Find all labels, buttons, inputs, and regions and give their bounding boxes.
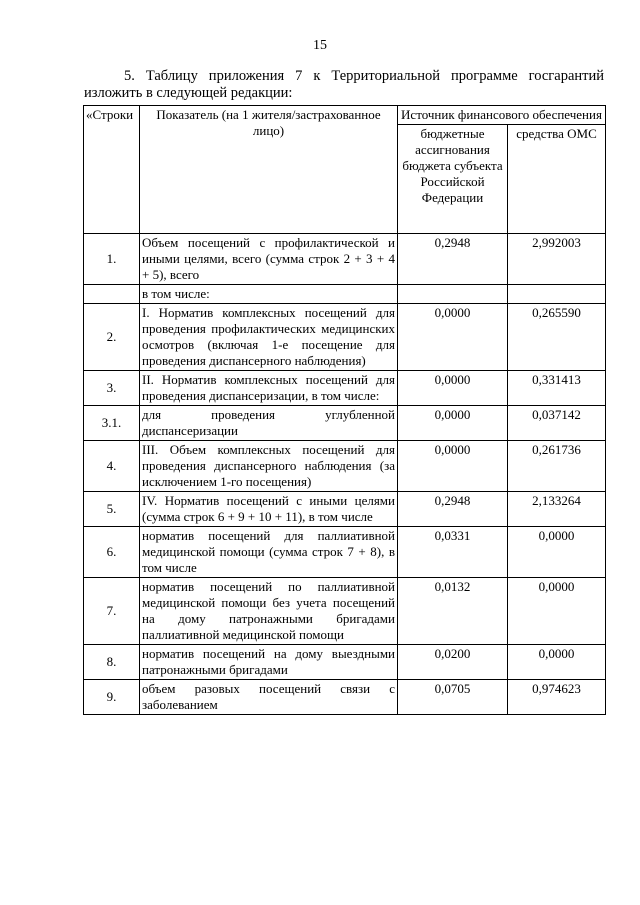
oms-value-cell: 2,133264 [508, 492, 606, 527]
row-number-cell: 3. [84, 371, 140, 406]
oms-value-cell: 2,992003 [508, 234, 606, 285]
table-row [84, 285, 606, 304]
budget-value-cell: 0,0705 [398, 680, 508, 715]
header-oms: средства ОМС [508, 125, 606, 234]
budget-value-cell: 0,2948 [398, 492, 508, 527]
indicator-cell: I. Норматив комплексных посещений для проведения профилактических медицинских осмотров (включая 1-е посещение для проведения диспансерного наблюдения) [140, 304, 398, 371]
table-row [84, 680, 606, 715]
table-row [84, 371, 606, 406]
indicator-cell: в том числе: [140, 285, 398, 304]
oms-value-cell: 0,974623 [508, 680, 606, 715]
budget-value-cell [398, 285, 508, 304]
table-row [84, 441, 606, 492]
indicator-cell: объем разовых посещений связи с заболеванием [140, 680, 398, 715]
budget-value-cell: 0,0000 [398, 371, 508, 406]
table-row [84, 492, 606, 527]
budget-value-cell: 0,0000 [398, 441, 508, 492]
header-funding-source: Источник финансового обеспечения [398, 106, 606, 125]
row-number-cell [84, 285, 140, 304]
row-number-cell: 5. [84, 492, 140, 527]
table-row [84, 578, 606, 645]
table-row [84, 304, 606, 371]
oms-value-cell: 0,037142 [508, 406, 606, 441]
budget-value-cell: 0,0331 [398, 527, 508, 578]
table-row [84, 234, 606, 285]
row-number-cell: 2. [84, 304, 140, 371]
budget-value-cell: 0,0000 [398, 406, 508, 441]
indicator-cell: норматив посещений для паллиативной медицинской помощи (сумма строк 7 + 8), в том числе [140, 527, 398, 578]
row-number-cell: 9. [84, 680, 140, 715]
page-number: 15 [313, 38, 327, 53]
row-number-cell: 1. [84, 234, 140, 285]
indicators-table [83, 105, 606, 715]
budget-value-cell: 0,0000 [398, 304, 508, 371]
table-row [84, 527, 606, 578]
indicator-cell: норматив посещений на дому выездными патронажными бригадами [140, 645, 398, 680]
oms-value-cell: 0,0000 [508, 527, 606, 578]
row-number-cell: 8. [84, 645, 140, 680]
indicator-cell: Объем посещений с профилактической и иными целями, всего (сумма строк 2 + 3 + 4 + 5), всего [140, 234, 398, 285]
table-row [84, 406, 606, 441]
row-number-cell: 3.1. [84, 406, 140, 441]
budget-value-cell: 0,0132 [398, 578, 508, 645]
indicator-cell: IV. Норматив посещений с иными целями (сумма строк 6 + 9 + 10 + 11), в том числе [140, 492, 398, 527]
header-indicator: Показатель (на 1 жителя/застрахованное лицо) [140, 106, 398, 234]
oms-value-cell: 0,265590 [508, 304, 606, 371]
budget-value-cell: 0,0200 [398, 645, 508, 680]
row-number-cell: 6. [84, 527, 140, 578]
indicator-cell: для проведения углубленной диспансеризации [140, 406, 398, 441]
budget-value-cell: 0,2948 [398, 234, 508, 285]
header-budget: бюджетные ассигнования бюджета субъекта Российской Федерации [398, 125, 508, 234]
oms-value-cell: 0,0000 [508, 645, 606, 680]
intro-paragraph: 5. Таблицу приложения 7 к Территориальной программе госгарантий изложить в следующей редакции: [84, 68, 604, 101]
row-number-cell: 4. [84, 441, 140, 492]
indicator-cell: II. Норматив комплексных посещений для проведения диспансеризации, в том числе: [140, 371, 398, 406]
oms-value-cell: 0,331413 [508, 371, 606, 406]
oms-value-cell: 0,261736 [508, 441, 606, 492]
oms-value-cell: 0,0000 [508, 578, 606, 645]
oms-value-cell [508, 285, 606, 304]
header-row-number: «Строки [84, 106, 140, 234]
indicator-cell: III. Объем комплексных посещений для проведения диспансерного наблюдения (за исключением 1-го посещения) [140, 441, 398, 492]
table-row [84, 645, 606, 680]
row-number-cell: 7. [84, 578, 140, 645]
indicator-cell: норматив посещений по паллиативной медицинской помощи без учета посещений на дому патронажными бригадами паллиативной медицинской помощи [140, 578, 398, 645]
